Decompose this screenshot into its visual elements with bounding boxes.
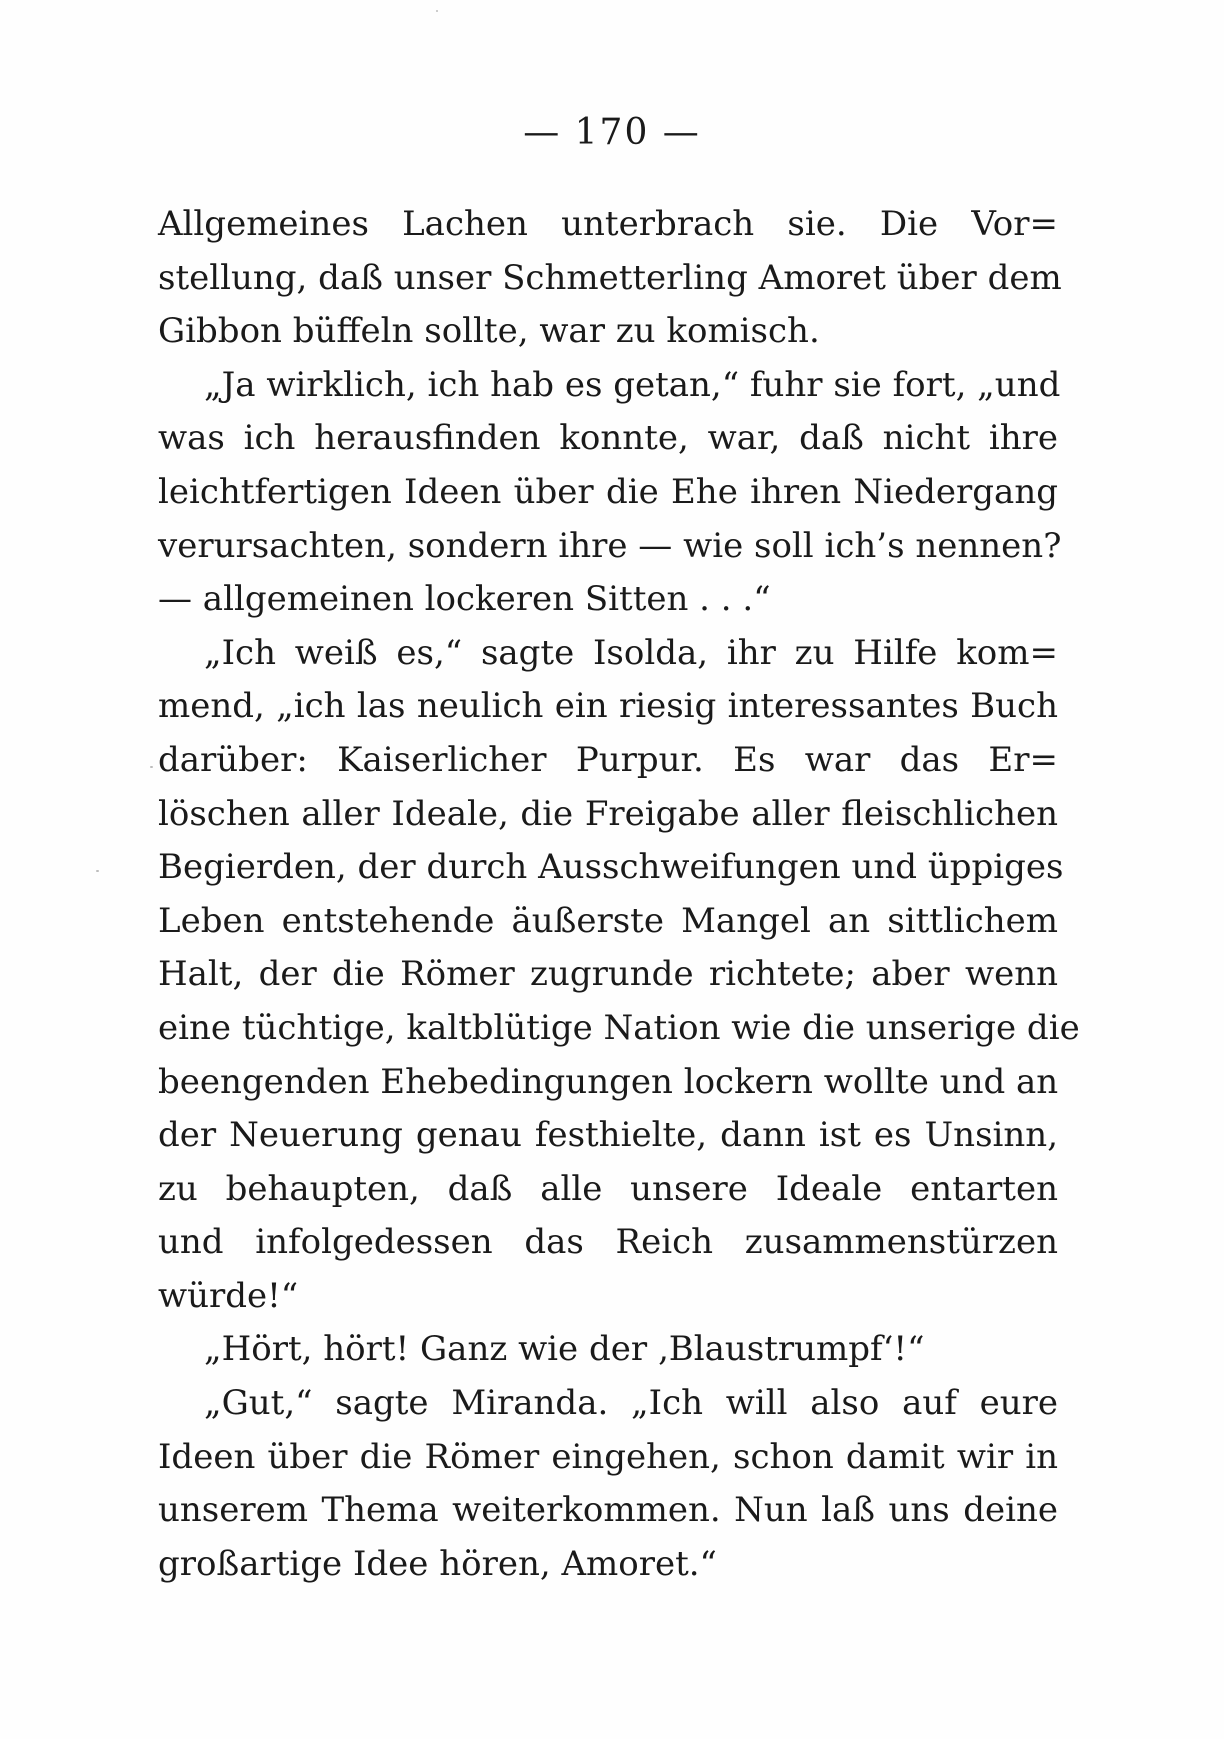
text-line: stellung, daß unser Schmetterling Amoret über dem bbox=[158, 257, 1062, 298]
body-text bbox=[158, 198, 1080, 1591]
text-line: darüber: Kaiserlicher Purpur. Es war das Er= bbox=[158, 739, 1058, 780]
text-line: Allgemeines Lachen unterbrach sie. Die Vor= bbox=[158, 204, 1058, 244]
text-line: eine tüchtige, kaltblütige Nation wie die unserige die bbox=[158, 1007, 1080, 1048]
paper-speck bbox=[96, 870, 99, 872]
text-line: würde!“ bbox=[158, 1275, 299, 1316]
text-line: — allgemeinen lockeren Sitten . . .“ bbox=[158, 579, 771, 620]
text-line: verursachten, sondern ihre — wie soll ich’s nennen? bbox=[158, 525, 1062, 566]
text-line: „Hört, hört! Ganz wie der ‚Blaustrumpf‘!“ bbox=[204, 1329, 925, 1370]
paper-speck bbox=[436, 10, 438, 12]
text-line: Gibbon büffeln sollte, war zu komisch. bbox=[158, 311, 820, 352]
text-line: „Gut,“ sagte Miranda. „Ich will also auf eure bbox=[204, 1383, 1058, 1424]
text-line: zu behaupten, daß alle unsere Ideale entarten bbox=[158, 1168, 1058, 1209]
text-line: mend, „ich las neulich ein riesig interessantes Buch bbox=[158, 686, 1058, 727]
text-line: „Ja wirklich, ich hab es getan,“ fuhr sie fort, „und bbox=[204, 364, 1061, 405]
text-line: der Neuerung genau festhielte, dann ist es Unsinn, bbox=[158, 1115, 1058, 1156]
text-line: großartige Idee hören, Amoret.“ bbox=[158, 1543, 717, 1584]
text-line: Begierden, der durch Ausschweifungen und üppiges bbox=[158, 847, 1064, 888]
text-line: und infolgedessen das Reich zusammenstürzen bbox=[158, 1222, 1058, 1263]
text-line: löschen aller Ideale, die Freigabe aller fleischlichen bbox=[158, 793, 1058, 834]
text-line: Leben entstehende äußerste Mangel an sittlichem bbox=[158, 900, 1058, 941]
text-line: unserem Thema weiterkommen. Nun laß uns deine bbox=[158, 1490, 1058, 1531]
text-line: Ideen über die Römer eingehen, schon damit wir in bbox=[158, 1436, 1058, 1477]
text-line: leichtfertigen Ideen über die Ehe ihren Niedergang bbox=[158, 471, 1058, 512]
text-line: beengenden Ehebedingungen lockern wollte und an bbox=[158, 1061, 1059, 1102]
text-line: Halt, der die Römer zugrunde richtete; aber wenn bbox=[158, 954, 1058, 995]
paper-speck bbox=[150, 766, 153, 768]
text-line: „Ich weiß es,“ sagte Isolda, ihr zu Hilfe kom= bbox=[204, 632, 1058, 673]
page-number: — 170 — bbox=[523, 112, 701, 153]
text-line: was ich herausfinden konnte, war, daß nicht ihre bbox=[158, 418, 1058, 459]
